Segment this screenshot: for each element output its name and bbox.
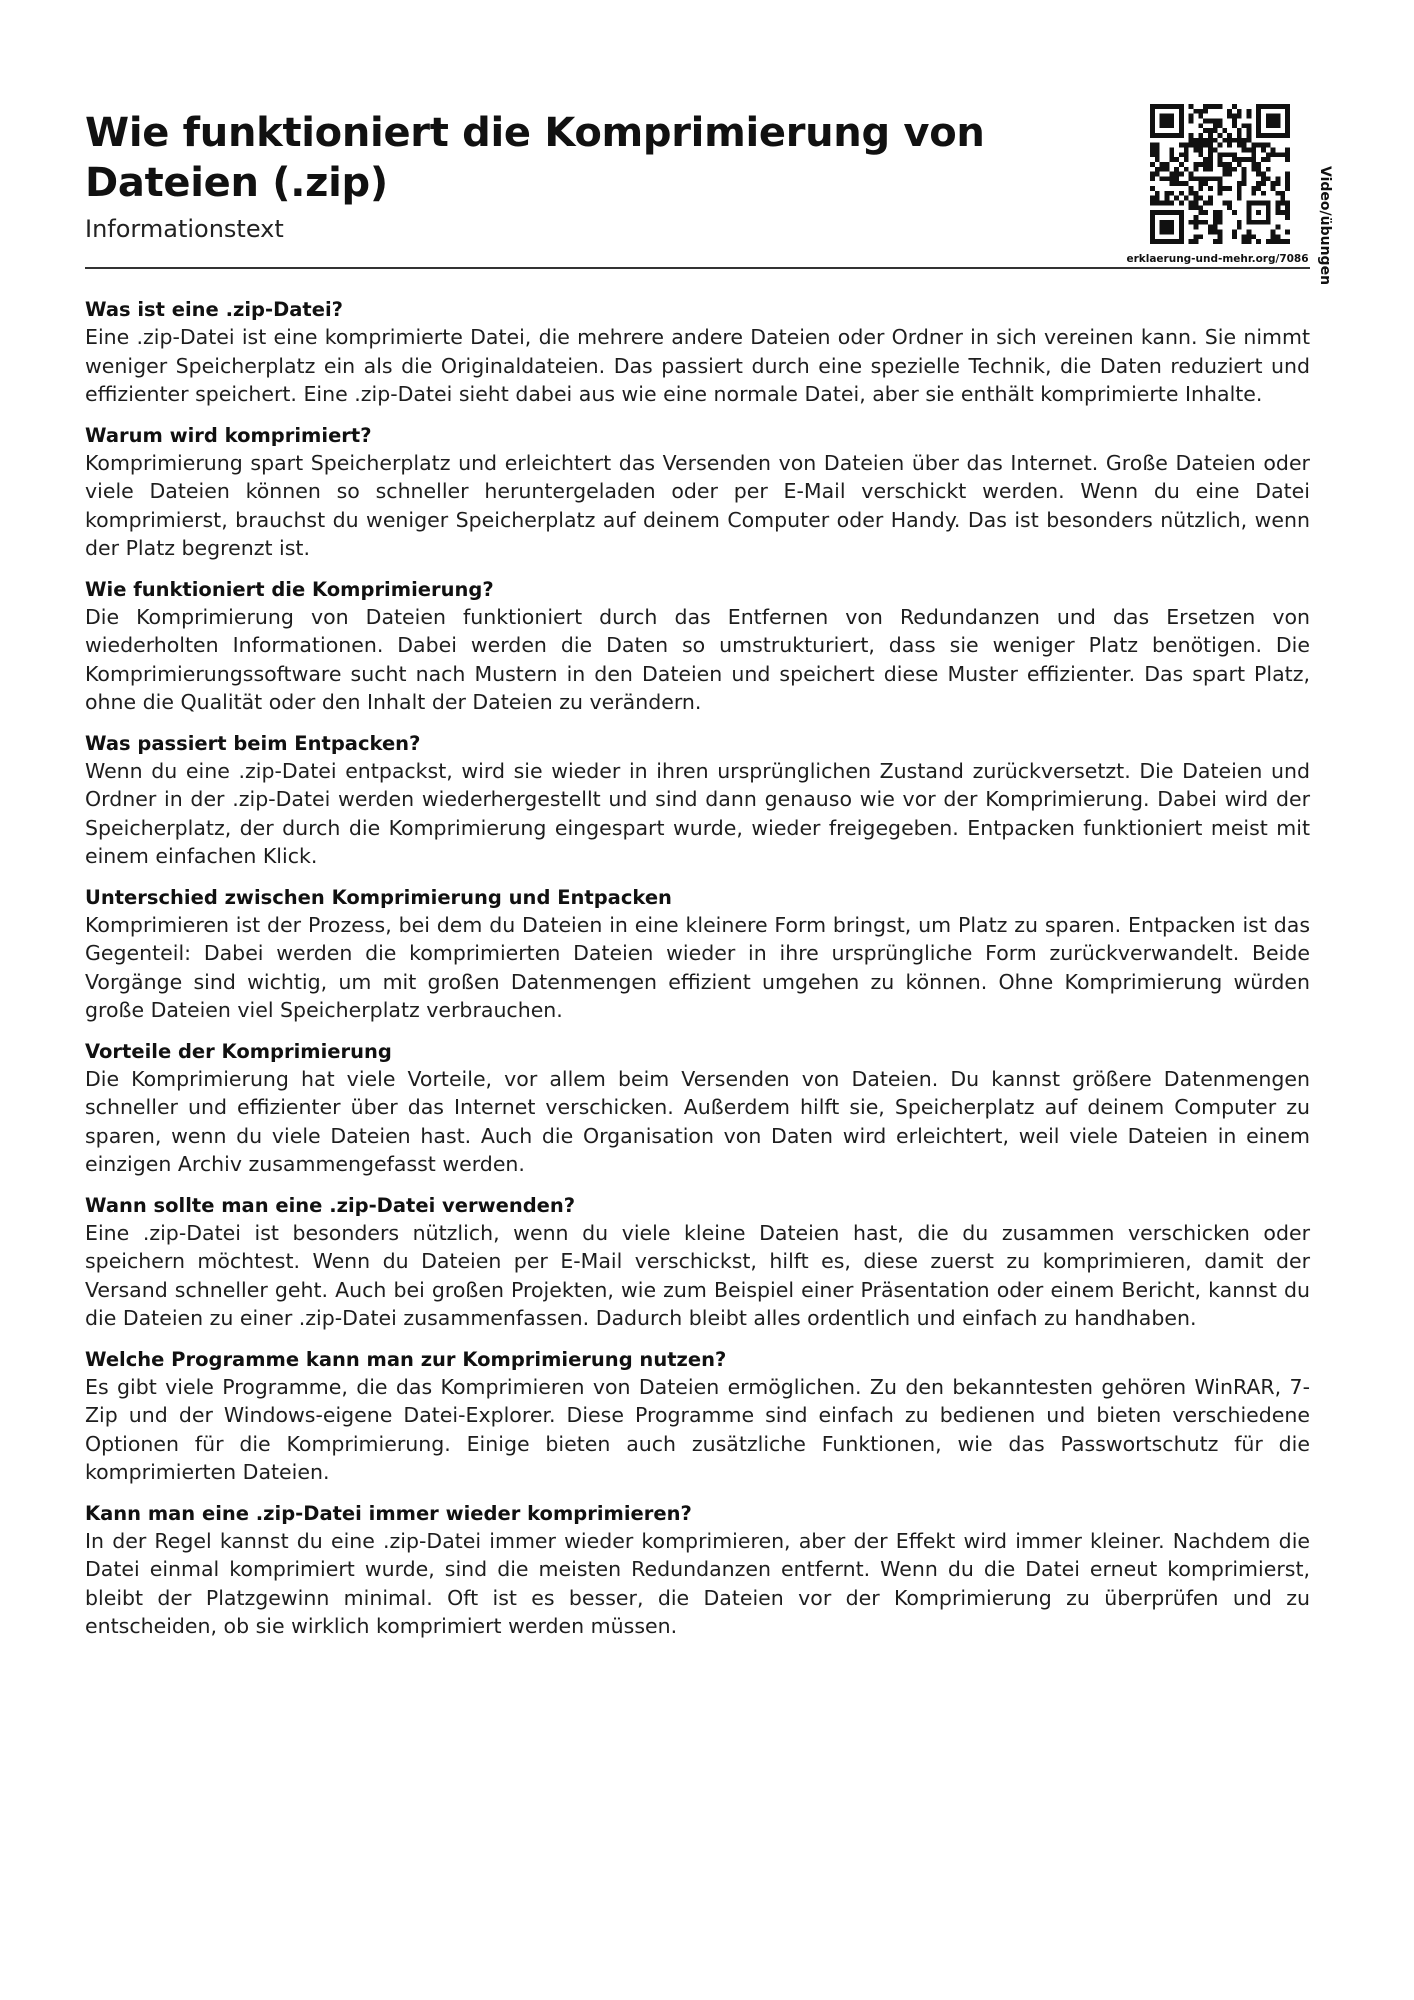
section-text: Komprimieren ist der Prozess, bei dem du Dateien in eine kleinere Form bringst, um Platz zu sparen. Entpacken ist das Gegenteil: Dabei werden die komprimierten Dateien wieder in ihre ursprüngliche Form zurückverwandelt. Beide Vorgänge sind wichtig, um mit großen Datenmengen effizient umgehen zu können. Ohne Komprimierung würden große Dateien viel Speicherplatz verbrauchen.	[85, 912, 1310, 1022]
qr-label: Video/übungen	[1317, 166, 1333, 286]
section-what-is-zip	[85, 296, 1310, 409]
section-text: Wenn du eine .zip-Datei entpackst, wird sie wieder in ihren ursprünglichen Zustand zurückversetzt. Die Dateien und Ordner in der .zip-Datei werden wiederhergestellt und sind dann genauso wie vor der Komprimierung. Dabei wird der Speicherplatz, der durch die Komprimierung eingespart wurde, wieder freigegeben. Entpacken funktioniert meist mit einem einfachen Klick.	[85, 758, 1310, 868]
section-heading: Welche Programme kann man zur Komprimierung nutzen?	[85, 1347, 727, 1371]
section-text: In der Regel kannst du eine .zip-Datei immer wieder komprimieren, aber der Effekt wird immer kleiner. Nachdem die Datei einmal komprimiert wurde, sind die meisten Redundanzen entfernt. Wenn du die Datei erneut komprimierst, bleibt der Platzgewinn minimal. Oft ist es besser, die Dateien vor der Komprimierung zu überprüfen und zu entscheiden, ob sie wirklich komprimiert werden müssen.	[85, 1528, 1310, 1638]
section-heading: Wie funktioniert die Komprimierung?	[85, 577, 494, 601]
section-text: Die Komprimierung hat viele Vorteile, vor allem beim Versenden von Dateien. Du kannst größere Datenmengen schneller und effizienter über das Internet verschicken. Außerdem hilft sie, Speicherplatz auf deinem Computer zu sparen, wenn du viele Dateien hast. Auch die Organisation von Daten wird erleichtert, weil viele Dateien in einem einzigen Archiv zusammengefasst werden.	[85, 1066, 1310, 1176]
page-subtitle: Informationstext	[85, 215, 284, 243]
section-programs	[85, 1346, 1310, 1487]
section-heading: Wann sollte man eine .zip-Datei verwenden?	[85, 1193, 576, 1217]
section-text: Die Komprimierung von Dateien funktioniert durch das Entfernen von Redundanzen und das Ersetzen von wiederholten Informationen. Dabei werden die Daten so umstrukturiert, dass sie weniger Platz benötigen. Die Komprimierungssoftware sucht nach Mustern in den Dateien und speichert diese Muster effizienter. Das spart Platz, ohne die Qualität oder den Inhalt der Dateien zu verändern.	[85, 604, 1310, 714]
section-why-compress	[85, 422, 1310, 563]
section-when-to-use	[85, 1192, 1310, 1333]
page-title: Wie funktioniert die Komprimierung von Dateien (.zip)	[85, 110, 985, 206]
section-heading: Unterschied zwischen Komprimierung und Entpacken	[85, 885, 672, 909]
section-text: Eine .zip-Datei ist besonders nützlich, wenn du viele kleine Dateien hast, die du zusammen verschicken oder speichern möchtest. Wenn du Dateien per E-Mail verschickst, hilft es, diese zuerst zu komprimieren, damit der Versand schneller geht. Auch bei großen Projekten, wie zum Beispiel einer Präsentation oder einem Bericht, kannst du die Dateien zu einer .zip-Datei zusammenfassen. Dadurch bleibt alles ordentlich und einfach zu handhaben.	[85, 1220, 1310, 1330]
section-heading: Warum wird komprimiert?	[85, 423, 372, 447]
qr-code-icon[interactable]	[1150, 104, 1290, 244]
header	[85, 108, 1333, 286]
section-advantages	[85, 1038, 1310, 1179]
header-divider	[85, 267, 1310, 269]
section-text: Es gibt viele Programme, die das Komprimieren von Dateien ermöglichen. Zu den bekanntesten gehören WinRAR, 7-Zip und der Windows-eigene Datei-Explorer. Diese Programme sind einfach zu bedienen und bieten verschiedene Optionen für die Komprimierung. Einige bieten auch zusätzliche Funktionen, wie das Passwortschutz für die komprimierten Dateien.	[85, 1374, 1310, 1484]
section-text: Eine .zip-Datei ist eine komprimierte Datei, die mehrere andere Dateien oder Ordner in sich vereinen kann. Sie nimmt weniger Speicherplatz ein als die Originaldateien. Das passiert durch eine spezielle Technik, die Daten reduziert und effizienter speichert. Eine .zip-Datei sieht dabei aus wie eine normale Datei, aber sie enthält komprimierte Inhalte.	[85, 325, 1310, 406]
section-heading: Kann man eine .zip-Datei immer wieder komprimieren?	[85, 1501, 692, 1525]
qr-url[interactable]: erklaerung-und-mehr.org/7086	[1126, 253, 1309, 265]
section-how-it-works	[85, 576, 1310, 717]
section-text: Komprimierung spart Speicherplatz und erleichtert das Versenden von Dateien über das Internet. Große Dateien oder viele Dateien können so schneller heruntergeladen oder per E-Mail verschickt werden. Wenn du eine Datei komprimierst, brauchst du weniger Speicherplatz auf deinem Computer oder Handy. Das ist besonders nützlich, wenn der Platz begrenzt ist.	[85, 450, 1310, 560]
text-body	[85, 296, 1310, 1654]
section-heading: Was ist eine .zip-Datei?	[85, 298, 343, 321]
section-heading: Was passiert beim Entpacken?	[85, 731, 421, 755]
section-unpacking	[85, 730, 1310, 871]
section-difference	[85, 884, 1310, 1025]
section-recompress	[85, 1500, 1310, 1641]
section-heading: Vorteile der Komprimierung	[85, 1039, 392, 1063]
